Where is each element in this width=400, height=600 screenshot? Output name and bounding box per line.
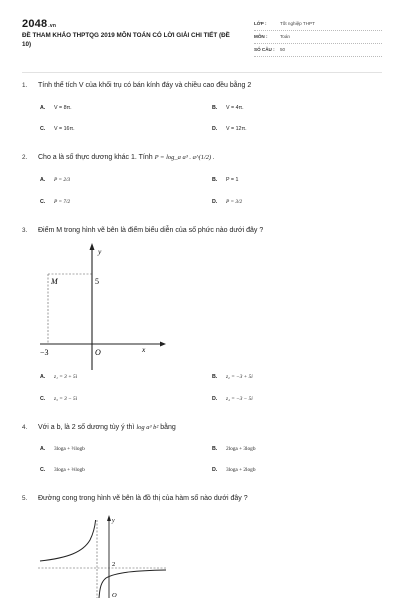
question-text-wrap bbox=[38, 153, 214, 162]
option-c[interactable] bbox=[40, 199, 70, 205]
x-axis-label: x bbox=[142, 345, 146, 354]
function-graph-figure bbox=[38, 514, 168, 598]
question-text: Với a b, là 2 số dương tùy ý thì bbox=[38, 424, 135, 431]
y-tick-label: 5 bbox=[95, 277, 99, 286]
option-value: 2loga + 3logb bbox=[226, 446, 256, 452]
option-label: B. bbox=[212, 177, 218, 183]
meta-value: 50 bbox=[280, 47, 286, 52]
question-number: 5. bbox=[22, 495, 28, 502]
option-b[interactable] bbox=[212, 177, 238, 183]
meta-row-class bbox=[254, 18, 382, 31]
option-a[interactable] bbox=[40, 105, 72, 111]
y-axis-arrow bbox=[90, 243, 95, 250]
option-value: V = 12π. bbox=[226, 126, 247, 132]
option-value: 3loga + ½logb bbox=[54, 446, 85, 452]
question-text: Đường cong trong hình vẽ bên là đồ thị của hàm số nào dưới đây ? bbox=[38, 495, 248, 502]
option-a[interactable] bbox=[40, 374, 77, 380]
origin-label: O bbox=[95, 348, 101, 357]
option-c[interactable] bbox=[40, 126, 75, 132]
question-text-after: bằng bbox=[160, 424, 176, 431]
origin-label: O bbox=[112, 592, 117, 599]
y-axis-label: y bbox=[112, 518, 115, 524]
option-value: z₄ = −3 − 5i bbox=[226, 396, 253, 402]
option-label: C. bbox=[40, 126, 46, 132]
logo-suffix: .vn bbox=[48, 23, 57, 29]
option-label: A. bbox=[40, 446, 46, 452]
x-tick-label: −3 bbox=[40, 348, 49, 357]
option-b[interactable] bbox=[212, 374, 253, 380]
point-m-label: M bbox=[51, 277, 58, 286]
option-value: P = 1 bbox=[226, 177, 239, 183]
y-axis-label: y bbox=[98, 247, 102, 256]
option-label: D. bbox=[212, 199, 218, 205]
option-value: z₃ = 3 − 5i bbox=[54, 396, 78, 402]
document-title: ĐỀ THAM KHẢO THPTQG 2019 MÔN TOÁN CÓ LỜI GIẢI CHI TIẾT (ĐỀ 10) bbox=[22, 32, 230, 48]
question-number: 1. bbox=[22, 82, 28, 89]
curve-left-branch bbox=[40, 520, 96, 561]
meta-row-subject bbox=[254, 31, 382, 44]
option-a[interactable] bbox=[40, 446, 85, 452]
option-value: V = 8π. bbox=[54, 105, 72, 111]
option-value: V = 4π. bbox=[226, 105, 244, 111]
y-tick-label: 2 bbox=[112, 561, 116, 568]
question-text: Điểm M trong hình vẽ bên là điểm biểu diễn của số phức nào dưới đây ? bbox=[38, 227, 264, 234]
meta-key: LỚP : bbox=[254, 21, 267, 26]
option-label: B. bbox=[212, 105, 218, 111]
question-text-wrap bbox=[38, 423, 176, 432]
option-d[interactable] bbox=[212, 396, 253, 402]
meta-key: SỐ CÂU : bbox=[254, 47, 275, 52]
logo-text: 2048 bbox=[22, 18, 48, 30]
option-label: B. bbox=[212, 446, 218, 452]
option-label: A. bbox=[40, 105, 46, 111]
option-value: P = 2/3 bbox=[54, 177, 71, 183]
option-label: D. bbox=[212, 126, 218, 132]
question-number: 3. bbox=[22, 227, 28, 234]
option-label: C. bbox=[40, 467, 46, 473]
option-label: C. bbox=[40, 199, 46, 205]
option-label: C. bbox=[40, 396, 46, 402]
option-value: P = 3/2 bbox=[226, 199, 243, 205]
meta-row-count bbox=[254, 44, 382, 57]
document-header bbox=[22, 18, 382, 68]
option-value: z₁ = 3 + 5i bbox=[54, 374, 78, 380]
option-b[interactable] bbox=[212, 105, 244, 111]
question-number: 2. bbox=[22, 154, 28, 161]
option-label: D. bbox=[212, 467, 218, 473]
option-value: z₂ = −3 + 5i bbox=[226, 374, 253, 380]
option-c[interactable] bbox=[40, 396, 77, 402]
option-value: P = 7/2 bbox=[54, 199, 71, 205]
document-meta bbox=[254, 18, 382, 57]
option-d[interactable] bbox=[212, 467, 255, 473]
option-value: V = 16π. bbox=[54, 126, 75, 132]
meta-value: Tốt nghiệp THPT bbox=[280, 21, 315, 26]
option-label: A. bbox=[40, 177, 46, 183]
option-label: A. bbox=[40, 374, 46, 380]
option-b[interactable] bbox=[212, 446, 255, 452]
option-d[interactable] bbox=[212, 199, 242, 205]
meta-value: Toán bbox=[280, 34, 290, 39]
complex-plane-figure bbox=[38, 242, 168, 374]
question-number: 4. bbox=[22, 424, 28, 431]
question-text: Tính thể tích V của khối trụ có bán kính đáy và chiều cao đều bằng 2 bbox=[38, 82, 252, 89]
option-c[interactable] bbox=[40, 467, 85, 473]
x-axis-arrow bbox=[160, 342, 166, 347]
header-divider bbox=[22, 72, 382, 73]
meta-key: MÔN : bbox=[254, 34, 268, 39]
option-label: D. bbox=[212, 396, 218, 402]
option-a[interactable] bbox=[40, 177, 70, 183]
site-logo[interactable] bbox=[22, 18, 56, 30]
question-formula: P = log_a a³ . a^(1/2) . bbox=[154, 154, 215, 161]
option-d[interactable] bbox=[212, 126, 247, 132]
option-value: 3loga + 2logb bbox=[226, 467, 256, 473]
option-label: B. bbox=[212, 374, 218, 380]
y-axis-arrow bbox=[107, 515, 111, 521]
option-value: 3loga + ⅓logb bbox=[54, 467, 85, 473]
question-formula: log a³ b² bbox=[136, 424, 159, 431]
question-text: Cho a là số thực dương khác 1. Tính bbox=[38, 154, 153, 161]
